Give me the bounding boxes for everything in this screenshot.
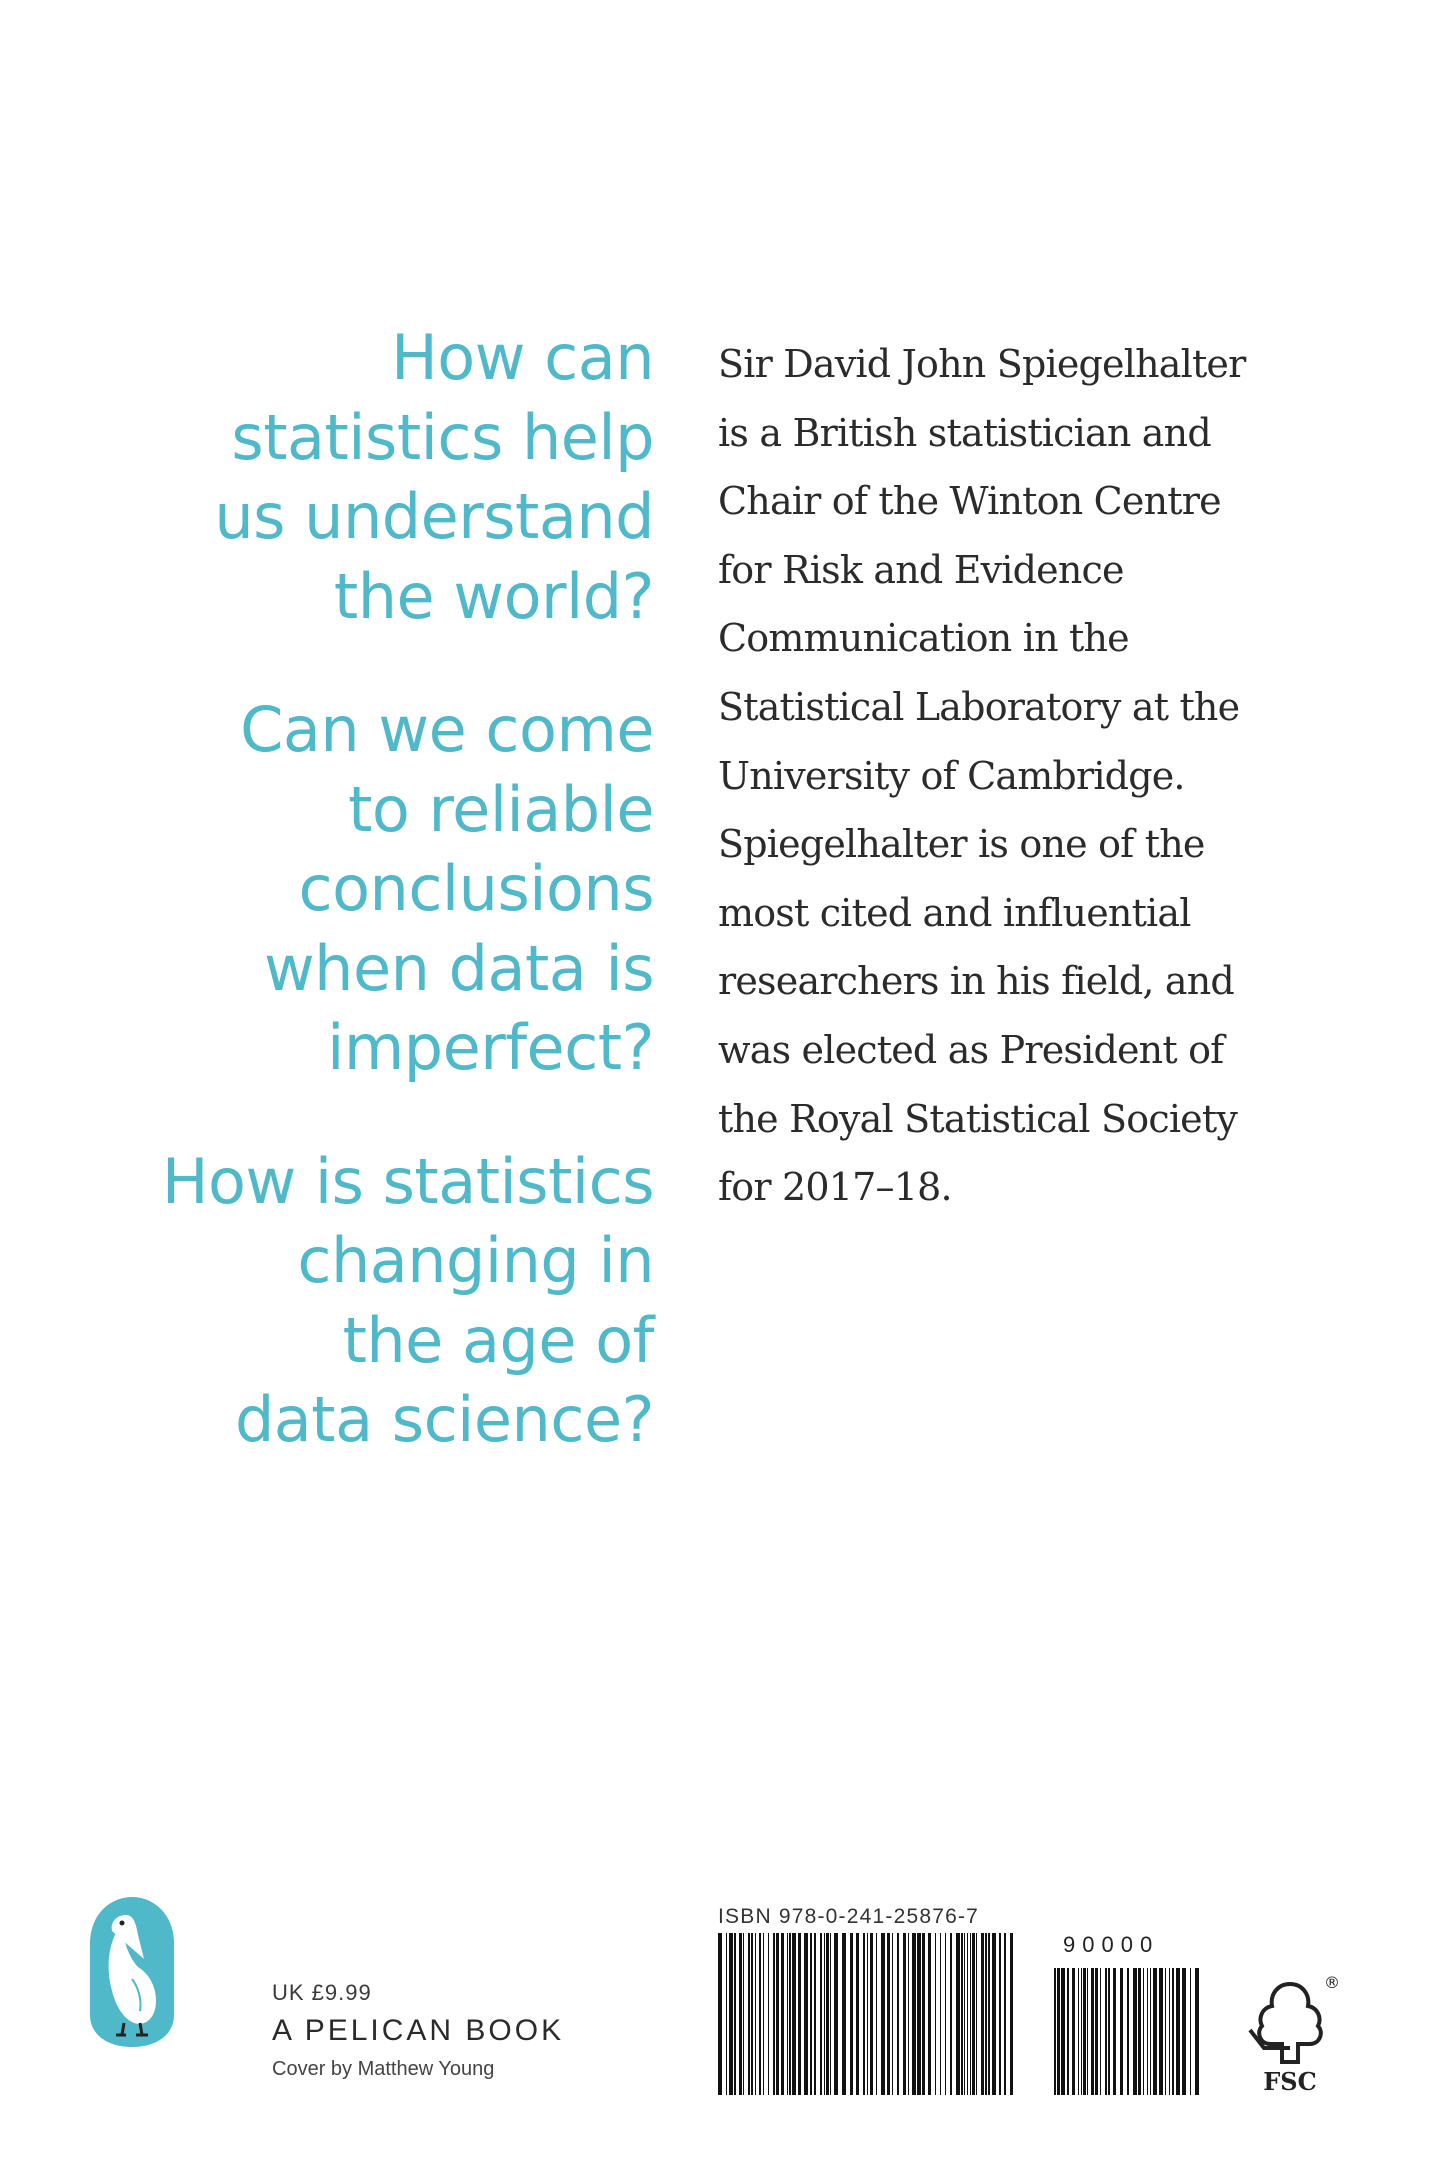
barcode-bar bbox=[842, 1933, 846, 2095]
question-line: statistics help bbox=[231, 400, 654, 474]
barcode-bar bbox=[718, 1933, 722, 2095]
barcode-bar bbox=[981, 1933, 984, 2095]
barcode-bar bbox=[1113, 1968, 1116, 2095]
barcode-bar bbox=[1108, 1968, 1110, 2095]
question-line: to reliable bbox=[348, 772, 654, 846]
fsc-tree-icon bbox=[1240, 1966, 1340, 2096]
barcode-bar bbox=[768, 1933, 769, 2095]
barcode-bar bbox=[867, 1933, 868, 2095]
price-label: UK £9.99 bbox=[272, 1980, 372, 2005]
barcode-bar bbox=[1100, 1968, 1101, 2095]
barcode-bar bbox=[743, 1933, 744, 2095]
author-bio bbox=[718, 330, 1378, 1222]
barcode-bar bbox=[1105, 1968, 1107, 2095]
question-line: How is statistics bbox=[161, 1144, 654, 1218]
question-1 bbox=[60, 318, 654, 636]
question-line: conclusions bbox=[298, 852, 654, 925]
barcode-bar bbox=[935, 1933, 936, 2095]
barcode-bar bbox=[892, 1933, 893, 2095]
price-code-label: 90000 bbox=[1063, 1932, 1160, 1957]
question-line: the age of bbox=[342, 1303, 654, 1377]
barcode-bar bbox=[798, 1933, 801, 2095]
series-label: A PELICAN BOOK bbox=[272, 2014, 565, 2047]
barcode-bar bbox=[1127, 1968, 1129, 2095]
barcode-bar bbox=[820, 1933, 822, 2095]
barcode-bar bbox=[1004, 1933, 1006, 2095]
bio-line: the Royal Statistical Society bbox=[718, 1096, 1238, 1141]
barcode-bar bbox=[940, 1933, 941, 2095]
barcode-bar bbox=[961, 1933, 963, 2095]
barcode-bar bbox=[804, 1933, 808, 2095]
barcode-bar bbox=[1172, 1968, 1174, 2095]
barcode-bar bbox=[1176, 1968, 1180, 2095]
question-line: Can we come bbox=[240, 693, 654, 766]
barcode-bar bbox=[776, 1933, 779, 2095]
barcode-bar bbox=[945, 1933, 946, 2095]
barcode-bar bbox=[1010, 1933, 1013, 2095]
barcode-bar bbox=[964, 1933, 965, 2095]
barcode-bar bbox=[729, 1933, 733, 2095]
barcode-bar bbox=[787, 1933, 788, 2095]
cover-credit: Cover by Matthew Young bbox=[272, 2058, 495, 2080]
barcode-bar bbox=[1150, 1968, 1151, 2095]
barcode-bar bbox=[999, 1933, 1001, 2095]
barcode-bar bbox=[755, 1933, 756, 2095]
barcode-bar bbox=[1057, 1968, 1060, 2095]
barcode-bar bbox=[950, 1933, 952, 2095]
barcode-bar bbox=[881, 1933, 885, 2095]
barcode-bar bbox=[1061, 1968, 1065, 2095]
barcode-bar bbox=[1159, 1968, 1163, 2095]
barcode-bar bbox=[988, 1933, 990, 2095]
barcode-bar bbox=[1067, 1968, 1069, 2095]
barcode-bar bbox=[1091, 1968, 1094, 2095]
barcode-bar bbox=[789, 1933, 791, 2095]
barcode-bar bbox=[922, 1933, 925, 2095]
question-3 bbox=[60, 1142, 654, 1460]
barcode-bar bbox=[810, 1933, 812, 2095]
bio-line: is a British statistician and bbox=[718, 410, 1211, 455]
barcode-bar bbox=[748, 1933, 750, 2095]
barcode-bar bbox=[1169, 1968, 1170, 2095]
barcode-bar bbox=[1078, 1968, 1079, 2095]
barcode-bar bbox=[726, 1933, 727, 2095]
bio-line: Statistical Laboratory at the bbox=[718, 684, 1240, 729]
barcode-bar bbox=[824, 1933, 825, 2095]
barcode-bar bbox=[1195, 1968, 1199, 2095]
barcode-bar bbox=[928, 1933, 931, 2095]
barcode-bar bbox=[834, 1933, 838, 2095]
barcode-bar bbox=[956, 1933, 960, 2095]
barcode-bar bbox=[1087, 1968, 1088, 2095]
bio-line: was elected as President of bbox=[718, 1027, 1224, 1072]
question-2 bbox=[60, 690, 654, 1088]
question-line: imperfect? bbox=[327, 1011, 654, 1084]
barcode-bar bbox=[792, 1933, 796, 2095]
barcode-bar bbox=[1083, 1968, 1086, 2095]
barcode-bar bbox=[903, 1933, 906, 2095]
barcode-bar bbox=[1054, 1968, 1056, 2095]
barcode-bar bbox=[1182, 1968, 1186, 2095]
barcode-bar bbox=[773, 1933, 775, 2095]
barcode-bar bbox=[1165, 1968, 1166, 2095]
barcode-bar bbox=[912, 1933, 916, 2095]
barcode-bar bbox=[1072, 1968, 1075, 2095]
question-line: data science? bbox=[234, 1383, 654, 1456]
bio-line: most cited and influential bbox=[718, 890, 1191, 935]
blurb-questions bbox=[60, 318, 654, 1514]
bio-line: University of Cambridge. bbox=[718, 753, 1185, 798]
price-code-barcode bbox=[1054, 1968, 1204, 2095]
barcode-bar bbox=[908, 1933, 909, 2095]
barcode-bar bbox=[1153, 1968, 1157, 2095]
barcode-bar bbox=[1190, 1968, 1191, 2095]
barcode-bar bbox=[1095, 1968, 1098, 2095]
barcode-bar bbox=[1081, 1968, 1082, 2095]
barcode-bar bbox=[850, 1933, 853, 2095]
bio-line: for Risk and Evidence bbox=[718, 547, 1124, 592]
barcode-bar bbox=[826, 1933, 829, 2095]
bio-line: researchers in his field, and bbox=[718, 959, 1234, 1004]
barcode-bar bbox=[763, 1933, 764, 2095]
barcode-bar bbox=[739, 1933, 742, 2095]
barcode-bar bbox=[759, 1933, 761, 2095]
barcode-bar bbox=[1133, 1968, 1137, 2095]
question-line: changing in bbox=[297, 1224, 654, 1297]
barcode-bar bbox=[1138, 1968, 1141, 2095]
barcode-bar bbox=[917, 1933, 921, 2095]
barcode-bar bbox=[870, 1933, 873, 2095]
imprint-block bbox=[272, 1978, 564, 2084]
barcode-bar bbox=[876, 1933, 877, 2095]
isbn-barcode bbox=[718, 1933, 1018, 2095]
barcode-bar bbox=[814, 1933, 816, 2095]
fsc-label: FSC bbox=[1263, 2067, 1317, 2096]
barcode-bar bbox=[1120, 1968, 1123, 2095]
barcode-bar bbox=[976, 1933, 977, 2095]
barcode-bar bbox=[734, 1933, 736, 2095]
barcode-bar bbox=[992, 1933, 996, 2095]
barcode-bar bbox=[781, 1933, 784, 2095]
bio-line: Chair of the Winton Centre bbox=[718, 479, 1221, 524]
bio-line: for 2017–18. bbox=[718, 1165, 952, 1210]
barcode-bar bbox=[887, 1933, 890, 2095]
question-line: us understand bbox=[214, 480, 654, 553]
bio-line: Sir David John Spiegelhalter bbox=[718, 342, 1246, 386]
barcode-bar bbox=[970, 1933, 971, 2095]
question-line: the world? bbox=[333, 559, 654, 633]
barcode-bar bbox=[1143, 1968, 1144, 2095]
barcode-bar bbox=[972, 1933, 975, 2095]
barcode-bar bbox=[1147, 1968, 1148, 2095]
barcode-bar bbox=[830, 1933, 831, 2095]
barcode-bar bbox=[985, 1933, 987, 2095]
barcode-bar bbox=[967, 1933, 968, 2095]
bio-line: Spiegelhalter is one of the bbox=[718, 822, 1205, 867]
barcode-bar bbox=[751, 1933, 753, 2095]
fsc-registered-mark: ® bbox=[1324, 1973, 1340, 1992]
pelican-logo-icon bbox=[86, 1895, 178, 2049]
barcode-bar bbox=[897, 1933, 899, 2095]
barcode-bar bbox=[863, 1933, 865, 2095]
question-line: when data is bbox=[263, 931, 654, 1005]
question-line: How can bbox=[391, 321, 654, 394]
isbn-label: ISBN 978-0-241-25876-7 bbox=[718, 1905, 980, 1928]
bio-line: Communication in the bbox=[718, 616, 1129, 661]
barcode-bar bbox=[856, 1933, 859, 2095]
